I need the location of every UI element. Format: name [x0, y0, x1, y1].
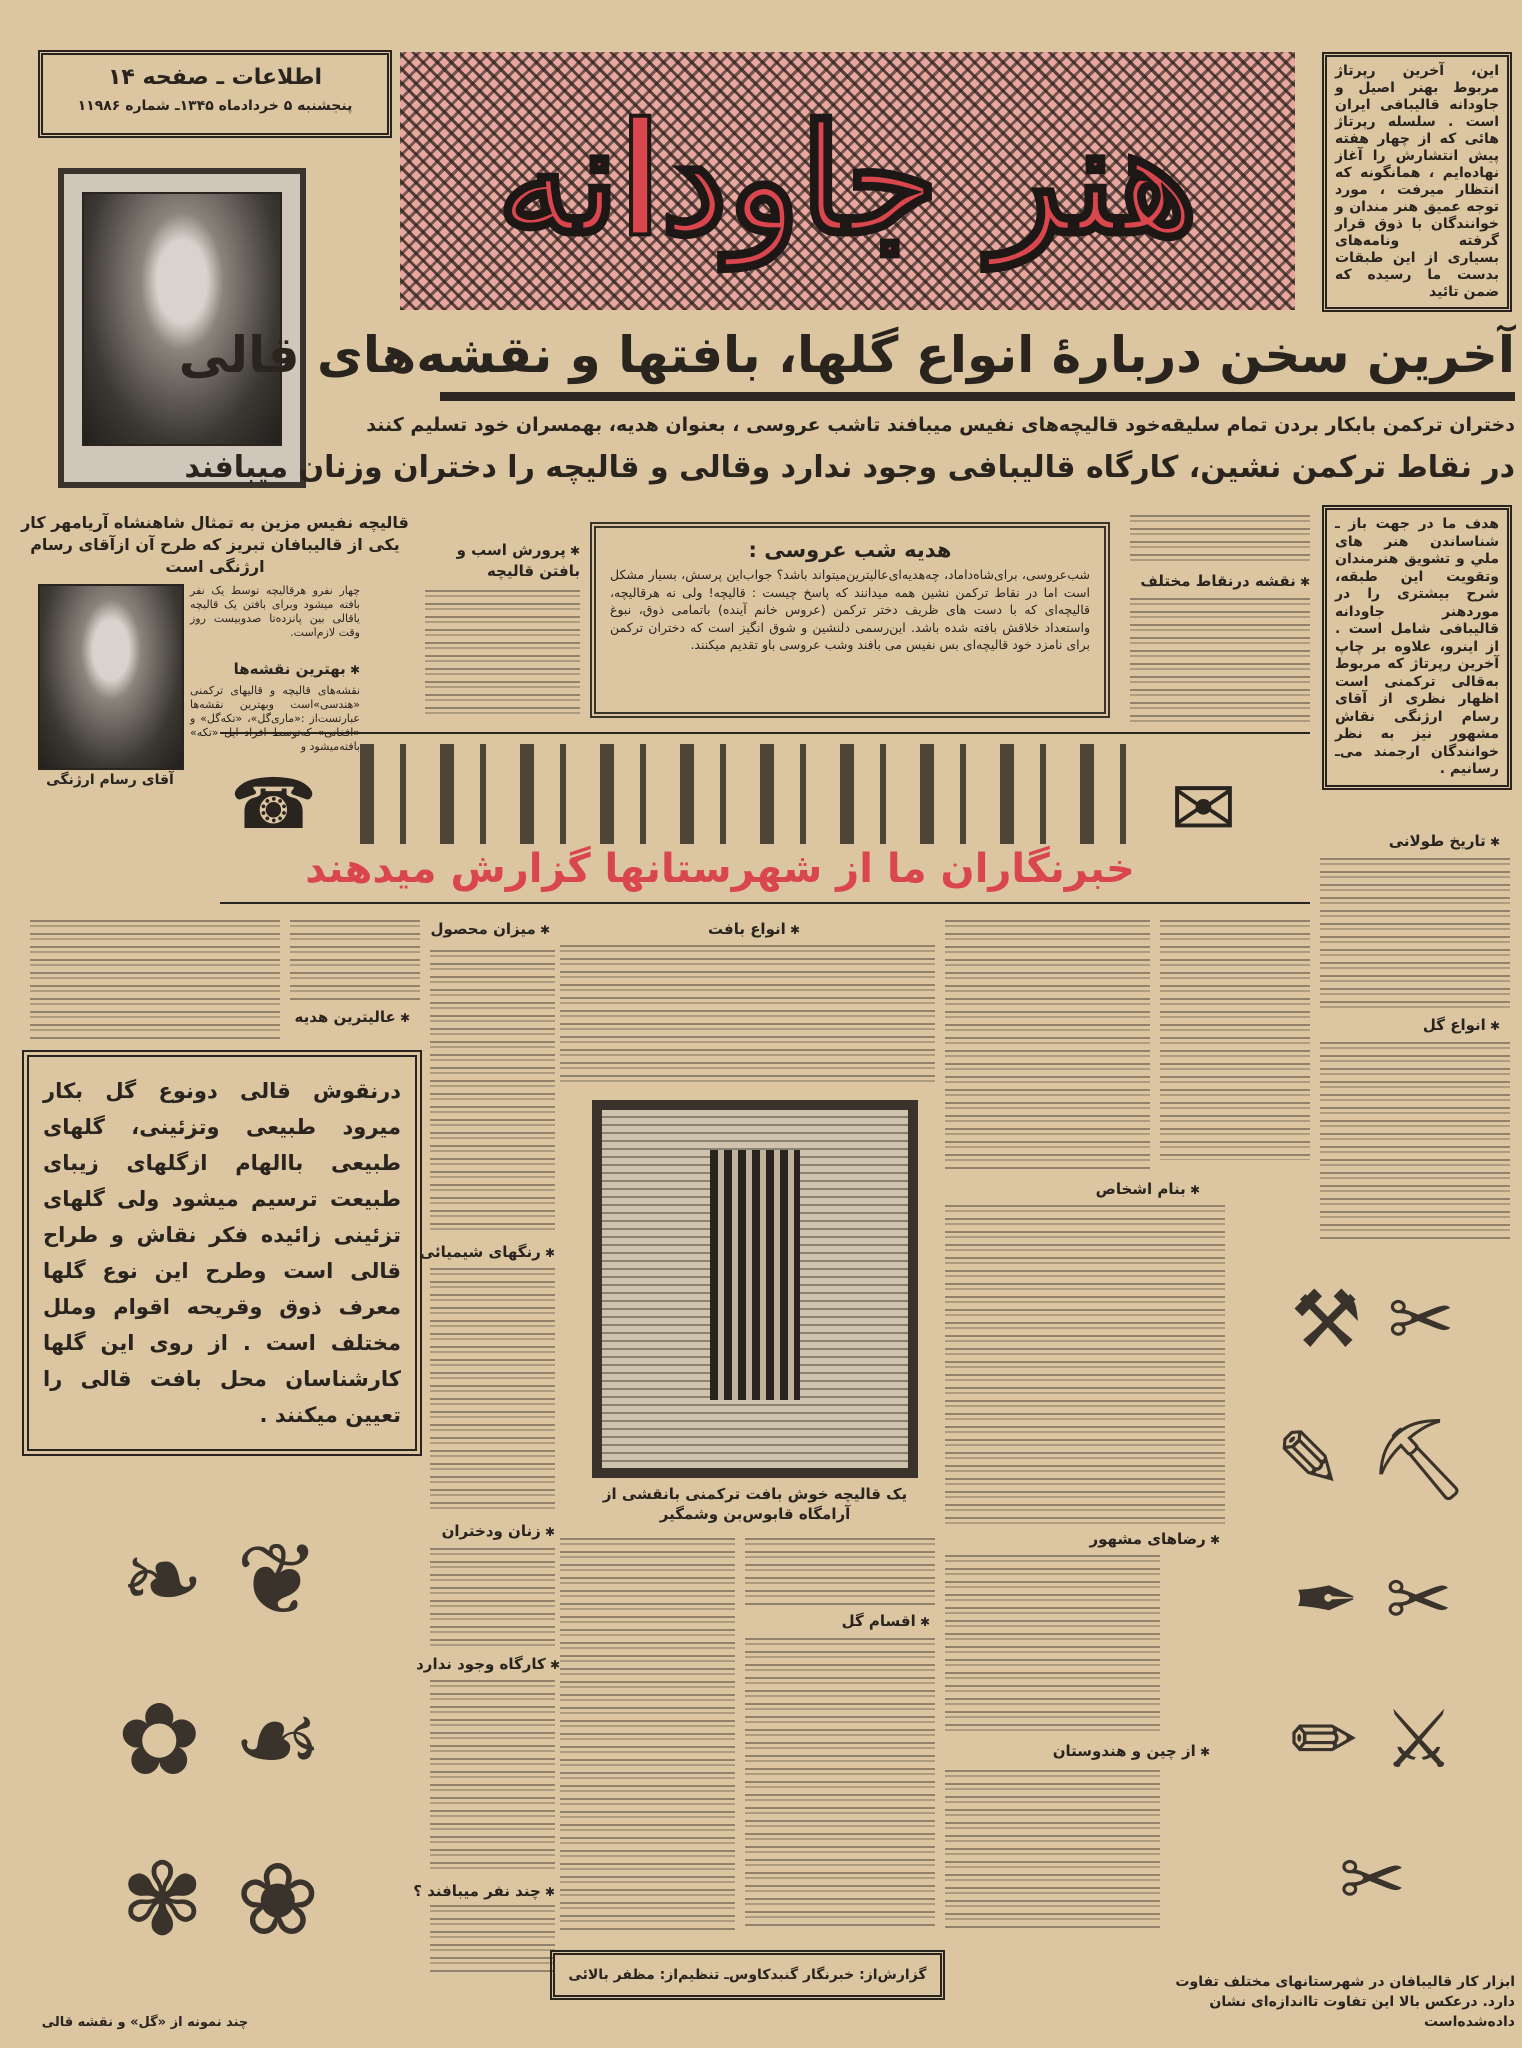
- section-regions: ✱ نقشه درنقاط مختلف: [1150, 572, 1310, 590]
- section-flower-kinds: ✱ اقسام گل: [830, 1612, 930, 1630]
- section-best-gift: ✱ عالیترین هدیه: [290, 1008, 410, 1026]
- wedding-gift-body: شب‌عروسی، برای‌شاه‌داماد، چه‌هدیه‌ای‌عالیترین‌میتواند باشد؟ جواب‌این پرسش، بسیار مشکل است اما در نقاط ترکمن نشین همه میدانند که پاسخ چیست : قالیچه! ولی نه هرقالیچه، قالیچه‌ای که با دست های ظریف دختر ترکمن (عروس خانم آینده) باتمامی ذوق، نبوغ واستعداد خلاقش بافته شده باشد. این‌رسمی دلنشین و شوق انگیز است که دختران ترکمن برای نامزد خود قالیچه‌ای بس نفیس می بافند وشب عروسی باو تقدیم میکنند.: [610, 567, 1090, 652]
- intro-box: [1322, 52, 1512, 312]
- arzhangi-photo: [38, 584, 184, 770]
- section-horse: ✱ پرورش اسب و بافتن قالیچه: [425, 540, 580, 581]
- envelope-icon: ✉: [1170, 762, 1238, 855]
- flowers-caption: چند نمونه از «گل» و نقشه قالی: [41, 2015, 249, 2030]
- carpet-tools-drawings: ✂ ⚒ ⛏ ✎ ✂ ✒ ⚔ ✏ ✂: [1275, 1273, 1470, 1926]
- turkmen-carpet-caption: یک قالیچه خوش بافت ترکمنی بانقشی از آرامگاه قابوس‌بن وشمگیر: [602, 1485, 908, 1523]
- section-famous: ✱ رضاهای مشهور: [1090, 1530, 1220, 1548]
- section-best-designs: ✱ بهترین نقشه‌ها: [200, 660, 360, 678]
- text-column: [945, 1205, 1225, 1525]
- credit-box: [550, 1950, 945, 2000]
- text-column: [745, 1538, 935, 1608]
- aim-text: هدف ما در جهت باز ـ شناساندن هنر های ملي و تشویق هنرمندان وتقویت این طبقه، شرح بیشتری را در موردهنر جاودانه قالیبافی شامل است . از اینرو، علاوه بر چاپ آخرین رپرتاژ که مربوط به‌قالی ترکمنی است اظهار نظری از آقای رسام ارژنگی نقاش مشهور نیز به نظر خوانندگان ارجمند می‌ـ رسانیم .: [1335, 516, 1499, 777]
- section-women: ✱ زنان ودختران: [430, 1522, 555, 1540]
- page-label: اطلاعات ـ صفحه ۱۴: [107, 65, 322, 90]
- turkmen-carpet-image: [592, 1100, 918, 1478]
- telephone-icon: ☎: [230, 763, 318, 845]
- text-column: [560, 945, 935, 1085]
- flower-types-text: درنقوش قالی دونوع گل بکار میرود طبیعی وتزئینی، گلهای طبیعی باالهام ازگلهای زیبای طبیعت ترسیم میشود ولی گلهای تزئینی زائیده فکر نقاش و طراح قالی است وطرح این نوع گلها معرف ذوق وقریحه اقوام وملل مختلف است . از روی این گلها کارشناسان محل بافت قالی را تعیین میکنند .: [43, 1079, 401, 1427]
- flower-types-box: [22, 1050, 422, 1456]
- intro-text: این، آخرین رپرتاژ مربوط بهنر اصیل و جاودانه قالیبافی ایران است . سلسله رپرتاژ هائی که از چهار هفته پیش انتشارش را آغاز نهاده‌ایم ، همانگونه که انتظار میرفت ، مورد توجه عمیق هنر مندان و خوانندگان با ذوق قرار گرفته ونامه‌های بسیاری از این طبقات بدست ما رسیده که ضمن تائید: [1335, 63, 1499, 300]
- text-column: [430, 1680, 555, 1875]
- text-column: [1130, 598, 1310, 723]
- arzhangi-caption: آقای رسام ارژنگی: [46, 772, 174, 788]
- section-no-workshop: ✱ کارگاه وجود ندارد: [420, 1655, 560, 1673]
- shah-carpet-caption: قالیچه نفیس مزین به تمثال شاهنشاه آریامهر کار یکی از قالیبافان تبریز که طرح آن ازآقای رسام ارژنگی است: [21, 513, 409, 576]
- text-column: [430, 950, 555, 1235]
- text-column: [1320, 858, 1510, 1008]
- tools-caption: ابزار کار قالیبافان در شهرستانهای مختلف تفاوت دارد. درعکس بالا این تفاوت تااندازه‌ای نشان داده‌شده‌است: [1175, 1974, 1515, 2030]
- section-weave-types: ✱ انواع بافت: [700, 920, 800, 938]
- subheadline-1: دختران ترکمن بابکار بردن تمام سلیقه‌خود قالیچه‌های نفیس میبافند تاشب عروسی ، بعنوان هدیه، بهمسران خود تسلیم کنند: [366, 414, 1515, 436]
- section-flower-types: ✱ انواع گل: [1400, 1016, 1500, 1034]
- text-column: [425, 590, 580, 718]
- aim-box: [1322, 505, 1512, 790]
- text-column: [290, 920, 420, 1000]
- text-column: [430, 1905, 555, 1975]
- section-china-india: ✱ از چین و هندوستان: [1060, 1742, 1210, 1760]
- text-column: [560, 1538, 735, 1933]
- date-box: [38, 50, 392, 138]
- portrait-image: [82, 192, 282, 446]
- text-column: [1160, 920, 1310, 1160]
- flower-ornament-drawings: ❦ ❧ ☙ ✿ ❀ ✾: [117, 1521, 323, 1958]
- text-column: [945, 1555, 1160, 1735]
- tower-illustration: [710, 1150, 800, 1400]
- section-persons: ✱ بنام اشخاص: [1080, 1180, 1200, 1198]
- main-headline: آخرین سخن دربارهٔ انواع گلها، بافتها و نقشه‌های قالی: [178, 326, 1515, 384]
- section-history: ✱ تاریخ طولانی: [1380, 832, 1500, 850]
- text-column: [430, 1268, 555, 1513]
- masthead-title: هنر جاودانه: [497, 92, 1198, 268]
- city-skyline-illustration: [360, 744, 1140, 844]
- section-how-many: ✱ چند نفر میبافند ؟: [430, 1882, 555, 1900]
- best-designs-text: نقشه‌های قالیچه و قالیهای ترکمنی «هندسی»است وبهترین نقشه‌ها عبارتست‌از :«ماری‌گل»، «تکه‌گل» و «افغانی» که‌توسط افراد ایل «تکه» بافته‌میشود و: [190, 684, 360, 753]
- section-output: ✱ میزان محصول: [430, 920, 550, 938]
- text-column: [945, 1770, 1160, 1930]
- subheadline-2: در نقاط ترکمن نشین، کارگاه قالیبافی وجود ندارد وقالی و قالیچه را دختران وزنان میبافند: [184, 450, 1515, 485]
- text-column: [945, 920, 1150, 1170]
- text-column: [1130, 515, 1310, 565]
- section-dyes: ✱ رنگهای شیمیائی: [430, 1243, 555, 1261]
- text-column: [745, 1638, 935, 1928]
- wedding-gift-title: هدیه شب عروسی :: [748, 538, 952, 562]
- headline-rule: [440, 392, 1515, 401]
- text-column: [30, 920, 280, 1040]
- issue-date: پنجشنبه ۵ خردادماه ۱۳۴۵ـ شماره ۱۱۹۸۶: [77, 98, 353, 114]
- wedding-gift-box: [590, 522, 1110, 718]
- correspondents-banner: [220, 732, 1310, 904]
- banner-text: خبرنگاران ما از شهرستانها گزارش میدهند: [305, 846, 1135, 892]
- column-snippet: چهار نفرو هرقالیچه توسط یک نفر بافته میشود وبرای بافتن یک قالیچه یاقالی بین پانزده‌تا صدوبیست روز وقت لازم‌است.: [190, 584, 360, 639]
- credit-text: گزارش‌از: خبرنگار گنبدکاوس‌ـ تنظیم‌از: مظفر بالائی: [568, 1967, 927, 1983]
- text-column: [430, 1548, 555, 1648]
- text-column: [1320, 1042, 1510, 1242]
